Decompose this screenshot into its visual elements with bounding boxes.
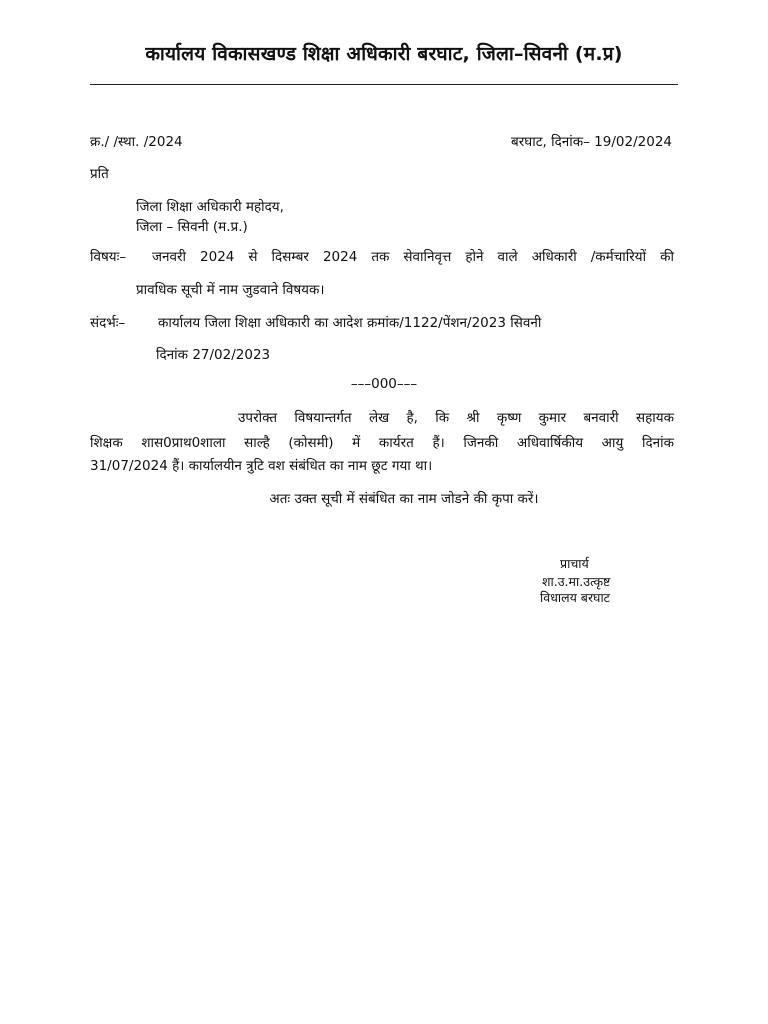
recipient-prefix: प्रति <box>90 166 109 182</box>
letter-place-date: बरघाट, दिनांक– 19/02/2024 <box>511 134 672 150</box>
recipient-line-2: जिला – सिवनी (म.प्र.) <box>136 219 248 235</box>
signature-designation: प्राचार्य <box>560 556 589 571</box>
reference-order-line-1: कार्यालय जिला शिक्षा अधिकारी का आदेश क्रमांक/1122/पेंशन/2023 सिवनी <box>158 315 542 331</box>
reference-order-line-2: दिनांक 27/02/2023 <box>156 347 271 363</box>
subject-line-2: प्रावधिक सूची में नाम जुडवाने विषयक। <box>136 282 325 298</box>
recipient-line-1: जिला शिक्षा अधिकारी महोदय, <box>136 199 284 215</box>
signature-school-line-1: शा.उ.मा.उत्कृष्ट <box>542 574 611 589</box>
body-paragraph-line-1: उपरोक्त विषयान्तर्गत लेख है, कि श्री कृष्ण कुमार बनवारी सहायक <box>238 410 674 426</box>
section-divider: –––000––– <box>350 376 418 392</box>
subject-label: विषयः– <box>90 249 127 265</box>
reference-label: संदर्भः– <box>90 315 126 331</box>
letter-reference-number: क्र./ /स्था. /2024 <box>90 134 183 150</box>
office-header-title: कार्यालय विकासखण्ड शिक्षा अधिकारी बरघाट, जिला–सिवनी (म.प्र) <box>145 43 623 65</box>
subject-line-1: जनवरी 2024 से दिसम्बर 2024 तक सेवानिवृत्त होने वाले अधिकारी /कर्मचारियों की <box>152 249 674 265</box>
body-paragraph-line-2: शिक्षक शास0प्राथ0शाला साल्है (कोसमी) में कार्यरत हैं। जिनकी अधिवार्षिकीय आयु दिनांक <box>90 435 674 451</box>
body-paragraph-line-3: 31/07/2024 हैं। कार्यालयीन त्रुटि वश संबंधित का नाम छूट गया था। <box>90 458 433 474</box>
signature-school-line-2: विधालय बरघाट <box>540 590 610 605</box>
header-rule <box>90 84 678 85</box>
request-line: अतः उक्त सूची में संबंधित का नाम जोडने की कृपा करें। <box>269 491 539 507</box>
